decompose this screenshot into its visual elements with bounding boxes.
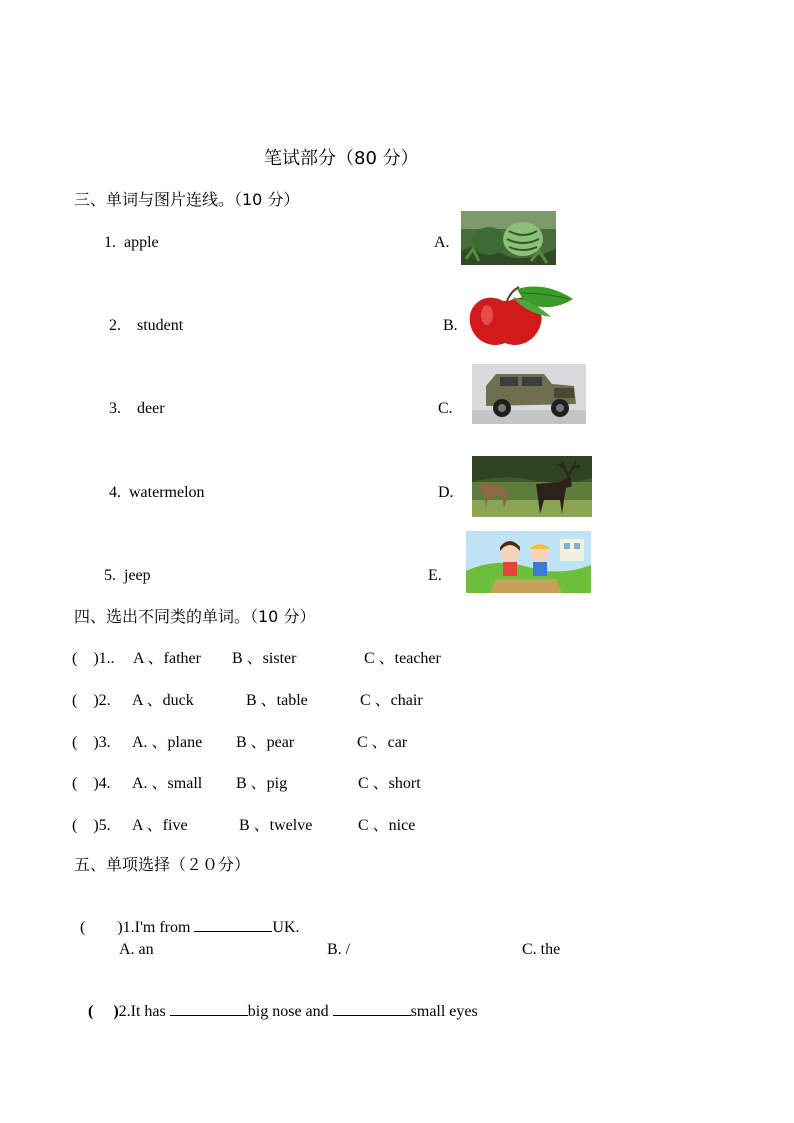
- odd-one-out-3-option-b: B 、pear: [236, 734, 295, 751]
- choice-2-text-middle: big nose and: [247, 1003, 333, 1020]
- odd-one-out-3-option-a: A. 、plane: [132, 734, 203, 751]
- odd-one-out-paren-1[interactable]: ( )1..: [72, 650, 115, 667]
- section-5-heading: 五、单项选择（２０分）: [74, 855, 251, 874]
- match-letter-d: D.: [438, 484, 454, 501]
- section-4-heading: 四、选出不同类的单词。（10 分）: [74, 607, 316, 626]
- choice-1-option-b: B. /: [327, 941, 351, 958]
- match-word-1: 1. apple: [104, 234, 159, 251]
- section-3-heading: 三、单词与图片连线。（10 分）: [74, 190, 300, 209]
- odd-one-out-1-option-b: B 、sister: [232, 650, 297, 667]
- watermelon-picture: [461, 211, 556, 265]
- choice-1-option-a: A. an: [119, 941, 154, 958]
- deer-picture: [472, 456, 592, 517]
- choice-1-blank[interactable]: [194, 917, 272, 932]
- apple-picture: [465, 283, 575, 348]
- odd-one-out-5-option-c: C 、nice: [358, 817, 416, 834]
- odd-one-out-3-option-c: C 、car: [357, 734, 408, 751]
- choice-1-text-end: UK.: [272, 919, 300, 936]
- match-letter-b: B.: [443, 317, 458, 334]
- match-word-4: 4. watermelon: [109, 484, 205, 501]
- choice-2-blank-2[interactable]: [333, 1001, 411, 1016]
- match-letter-e: E.: [428, 567, 442, 584]
- match-word-3: 3. deer: [109, 400, 165, 417]
- odd-one-out-5-option-b: B 、twelve: [239, 817, 313, 834]
- odd-one-out-4-option-a: A. 、small: [132, 775, 203, 792]
- odd-one-out-1-option-c: C 、teacher: [364, 650, 441, 667]
- match-letter-a: A.: [434, 234, 450, 251]
- odd-one-out-paren-4[interactable]: ( )4.: [72, 775, 111, 792]
- odd-one-out-2-option-b: B 、table: [246, 692, 308, 709]
- odd-one-out-5-option-a: A 、five: [132, 817, 188, 834]
- choice-2-text-start: 2.It has: [118, 1003, 170, 1020]
- choice-1-text-start: 1.I'm from: [122, 919, 195, 936]
- choice-2-question: [80, 985, 478, 1020]
- choice-2-answer-paren[interactable]: ( ): [88, 1003, 119, 1020]
- odd-one-out-paren-3[interactable]: ( )3.: [72, 734, 111, 751]
- page-title: 笔试部分（80 分）: [264, 148, 419, 169]
- choice-1-option-c: C. the: [522, 941, 561, 958]
- odd-one-out-2-option-c: C 、chair: [360, 692, 423, 709]
- match-word-5: 5. jeep: [104, 567, 151, 584]
- jeep-picture: [472, 364, 586, 424]
- choice-2-text-end: small eyes: [410, 1003, 478, 1020]
- odd-one-out-paren-5[interactable]: ( )5.: [72, 817, 111, 834]
- odd-one-out-4-option-b: B 、pig: [236, 775, 288, 792]
- odd-one-out-1-option-a: A 、father: [133, 650, 201, 667]
- choice-1-answer-paren[interactable]: ( ): [80, 919, 123, 936]
- choice-1-question: [72, 901, 300, 936]
- odd-one-out-4-option-c: C 、short: [358, 775, 421, 792]
- choice-2-blank-1[interactable]: [170, 1001, 248, 1016]
- students-picture: [466, 531, 591, 593]
- odd-one-out-paren-2[interactable]: ( )2.: [72, 692, 111, 709]
- match-letter-c: C.: [438, 400, 453, 417]
- odd-one-out-2-option-a: A 、duck: [132, 692, 194, 709]
- match-word-2: 2. student: [109, 317, 184, 334]
